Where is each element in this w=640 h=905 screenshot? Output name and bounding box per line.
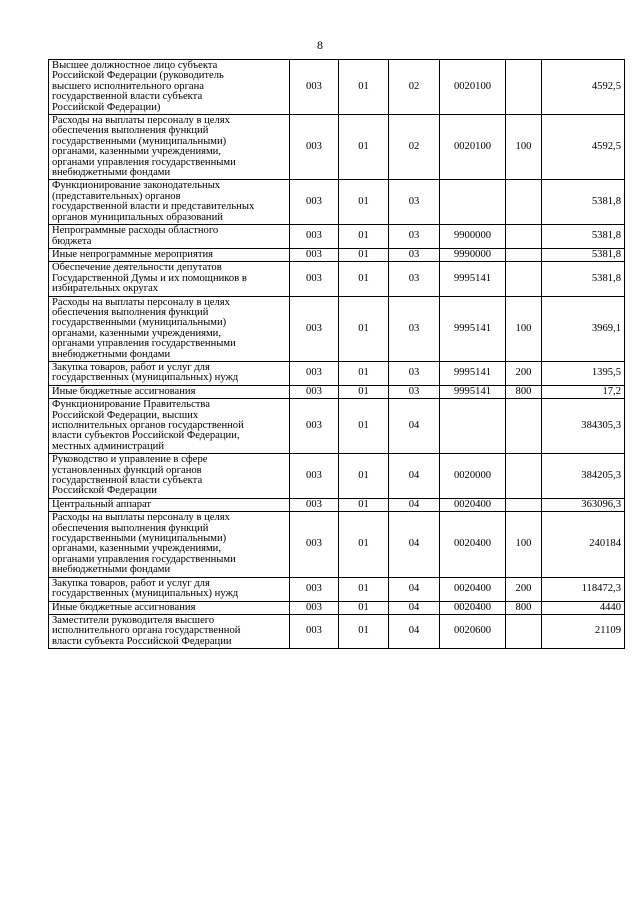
item-name-line: Российской Федерации: [52, 485, 157, 497]
item-name-line: Расходы на выплаты персоналу в целях: [52, 512, 230, 524]
item-name-line: государственных (муниципальных) нужд: [52, 588, 239, 600]
section-code-cell: 01: [339, 361, 389, 385]
subsection-code-cell: 02: [389, 115, 440, 180]
subsection-code-cell: 04: [389, 601, 440, 614]
section-code-cell: 01: [339, 577, 389, 601]
expense-type-cell: [506, 60, 542, 115]
table-row: [49, 248, 625, 261]
item-name-line: государственной власти и представительных: [52, 201, 255, 213]
item-name-cell: [49, 225, 290, 249]
section-code-cell: 01: [339, 115, 389, 180]
item-name-line: Российской Федерации (руководитель: [52, 70, 224, 82]
section-code-cell: 01: [339, 180, 389, 225]
ministry-code-cell: 003: [290, 512, 339, 577]
target-article-cell: 0020100: [440, 60, 506, 115]
expense-type-cell: 200: [506, 361, 542, 385]
amount-cell: 118472,3: [542, 577, 625, 601]
item-name-line: внебюджетными фондами: [52, 564, 171, 576]
target-article-cell: [440, 399, 506, 454]
ministry-code-cell: 003: [290, 296, 339, 361]
amount-cell: 5381,8: [542, 262, 625, 296]
item-name-line: обеспечения выполнения функций: [52, 306, 209, 318]
item-name-line: установленных функций органов: [52, 464, 202, 476]
item-name-line: Иные бюджетные ассигнования: [52, 385, 196, 397]
ministry-code-cell: 003: [290, 614, 339, 648]
target-article-cell: 9990000: [440, 248, 506, 261]
amount-cell: 5381,8: [542, 225, 625, 249]
amount-cell: 3969,1: [542, 296, 625, 361]
table-row: [49, 399, 625, 454]
target-article-cell: 9995141: [440, 296, 506, 361]
item-name-cell: [49, 614, 290, 648]
item-name-line: внебюджетными фондами: [52, 348, 171, 360]
section-code-cell: 01: [339, 399, 389, 454]
budget-table: [48, 59, 625, 649]
amount-cell: 5381,8: [542, 180, 625, 225]
expense-type-cell: 100: [506, 115, 542, 180]
table-row: [49, 60, 625, 115]
ministry-code-cell: 003: [290, 115, 339, 180]
amount-cell: 1395,5: [542, 361, 625, 385]
item-name-line: внебюджетными фондами: [52, 167, 171, 179]
amount-cell: 240184: [542, 512, 625, 577]
table-row: [49, 385, 625, 398]
item-name-line: органами, казенными учреждениями,: [52, 543, 222, 555]
ministry-code-cell: 003: [290, 180, 339, 225]
subsection-code-cell: 03: [389, 180, 440, 225]
item-name-line: Функционирование Правительства: [52, 399, 210, 411]
subsection-code-cell: 04: [389, 577, 440, 601]
item-name-line: Центральный аппарат: [52, 498, 152, 510]
item-name-line: органами управления государственными: [52, 553, 236, 565]
target-article-cell: 9995141: [440, 361, 506, 385]
ministry-code-cell: 003: [290, 248, 339, 261]
item-name-line: государственной власти субъекта: [52, 91, 203, 103]
item-name-line: исполнительного органа государственной: [52, 625, 241, 637]
table-row: [49, 512, 625, 577]
item-name-cell: [49, 248, 290, 261]
table-row: [49, 296, 625, 361]
table-row: [49, 180, 625, 225]
subsection-code-cell: 02: [389, 60, 440, 115]
item-name-cell: [49, 115, 290, 180]
subsection-code-cell: 03: [389, 262, 440, 296]
item-name-line: Функционирование законодательных: [52, 180, 221, 192]
section-code-cell: 01: [339, 601, 389, 614]
section-code-cell: 01: [339, 60, 389, 115]
item-name-cell: [49, 361, 290, 385]
expense-type-cell: [506, 248, 542, 261]
item-name-line: Иные непрограммные мероприятия: [52, 248, 213, 260]
section-code-cell: 01: [339, 498, 389, 511]
expense-type-cell: 800: [506, 385, 542, 398]
target-article-cell: 9995141: [440, 385, 506, 398]
amount-cell: 384205,3: [542, 454, 625, 499]
table-row: [49, 601, 625, 614]
subsection-code-cell: 03: [389, 225, 440, 249]
item-name-line: Расходы на выплаты персоналу в целях: [52, 115, 230, 127]
item-name-line: органами управления государственными: [52, 338, 236, 350]
item-name-cell: [49, 512, 290, 577]
table-row: [49, 498, 625, 511]
item-name-cell: [49, 385, 290, 398]
amount-cell: 4592,5: [542, 60, 625, 115]
item-name-line: Российской Федерации): [52, 101, 161, 113]
subsection-code-cell: 04: [389, 498, 440, 511]
section-code-cell: 01: [339, 385, 389, 398]
item-name-line: бюджета: [52, 235, 92, 247]
ministry-code-cell: 003: [290, 60, 339, 115]
table-row: [49, 361, 625, 385]
item-name-cell: [49, 262, 290, 296]
ministry-code-cell: 003: [290, 577, 339, 601]
item-name-line: высшего исполнительного органа: [52, 80, 204, 92]
target-article-cell: 0020400: [440, 577, 506, 601]
amount-cell: 363096,3: [542, 498, 625, 511]
item-name-line: Государственной Думы и их помощников в: [52, 272, 247, 284]
section-code-cell: 01: [339, 512, 389, 577]
section-code-cell: 01: [339, 248, 389, 261]
amount-cell: 21109: [542, 614, 625, 648]
target-article-cell: 0020400: [440, 498, 506, 511]
subsection-code-cell: 03: [389, 296, 440, 361]
expense-type-cell: [506, 399, 542, 454]
item-name-cell: [49, 498, 290, 511]
item-name-line: Закупка товаров, работ и услуг для: [52, 577, 210, 589]
item-name-cell: [49, 577, 290, 601]
item-name-line: местных администраций: [52, 440, 165, 452]
section-code-cell: 01: [339, 614, 389, 648]
ministry-code-cell: 003: [290, 225, 339, 249]
item-name-line: Высшее должностное лицо субъекта: [52, 60, 218, 71]
subsection-code-cell: 03: [389, 385, 440, 398]
table-row: [49, 225, 625, 249]
table-row: [49, 577, 625, 601]
item-name-line: Закупка товаров, работ и услуг для: [52, 361, 210, 373]
target-article-cell: 9995141: [440, 262, 506, 296]
item-name-cell: [49, 454, 290, 499]
ministry-code-cell: 003: [290, 399, 339, 454]
expense-type-cell: [506, 614, 542, 648]
target-article-cell: 9900000: [440, 225, 506, 249]
subsection-code-cell: 04: [389, 512, 440, 577]
ministry-code-cell: 003: [290, 498, 339, 511]
item-name-line: Непрограммные расходы областного: [52, 225, 219, 237]
amount-cell: 5381,8: [542, 248, 625, 261]
item-name-line: органов муниципальных образований: [52, 211, 223, 223]
subsection-code-cell: 03: [389, 248, 440, 261]
expense-type-cell: 100: [506, 512, 542, 577]
expense-type-cell: 100: [506, 296, 542, 361]
ministry-code-cell: 003: [290, 454, 339, 499]
table-row: [49, 115, 625, 180]
item-name-line: обеспечения выполнения функций: [52, 522, 209, 534]
item-name-cell: [49, 180, 290, 225]
item-name-line: государственной власти субъекта: [52, 475, 203, 487]
expense-type-cell: [506, 454, 542, 499]
item-name-cell: [49, 399, 290, 454]
budget-table-body: [49, 60, 625, 649]
expense-type-cell: [506, 225, 542, 249]
target-article-cell: [440, 180, 506, 225]
ministry-code-cell: 003: [290, 601, 339, 614]
amount-cell: 4592,5: [542, 115, 625, 180]
item-name-line: органами, казенными учреждениями,: [52, 327, 222, 339]
item-name-line: Заместители руководителя высшего: [52, 614, 215, 626]
item-name-line: Расходы на выплаты персоналу в целях: [52, 296, 230, 308]
ministry-code-cell: 003: [290, 262, 339, 296]
item-name-line: Руководство и управление в сфере: [52, 454, 208, 466]
item-name-line: органами, казенными учреждениями,: [52, 146, 222, 158]
section-code-cell: 01: [339, 262, 389, 296]
target-article-cell: 0020400: [440, 601, 506, 614]
table-row: [49, 262, 625, 296]
item-name-line: государственными (муниципальными): [52, 135, 227, 147]
item-name-line: исполнительных органов государственной: [52, 420, 244, 431]
subsection-code-cell: 03: [389, 361, 440, 385]
section-code-cell: 01: [339, 225, 389, 249]
item-name-line: власти субъекта Российской Федерации: [52, 635, 232, 647]
item-name-line: Обеспечение деятельности депутатов: [52, 262, 222, 274]
item-name-line: государственными (муниципальными): [52, 533, 227, 545]
expense-type-cell: [506, 498, 542, 511]
expense-type-cell: [506, 180, 542, 225]
item-name-cell: [49, 60, 290, 115]
item-name-line: Иные бюджетные ассигнования: [52, 601, 196, 613]
ministry-code-cell: 003: [290, 385, 339, 398]
subsection-code-cell: 04: [389, 454, 440, 499]
item-name-line: власти субъектов Российской Федерации,: [52, 430, 240, 442]
item-name-cell: [49, 296, 290, 361]
section-code-cell: 01: [339, 296, 389, 361]
item-name-line: избирательных округах: [52, 283, 159, 295]
expense-type-cell: 200: [506, 577, 542, 601]
ministry-code-cell: 003: [290, 361, 339, 385]
page-number: 8: [317, 38, 323, 52]
subsection-code-cell: 04: [389, 399, 440, 454]
table-row: [49, 614, 625, 648]
item-name-line: Российской Федерации, высших: [52, 409, 199, 421]
expense-type-cell: 800: [506, 601, 542, 614]
item-name-line: органами управления государственными: [52, 156, 236, 168]
amount-cell: 17,2: [542, 385, 625, 398]
item-name-cell: [49, 601, 290, 614]
amount-cell: 384305,3: [542, 399, 625, 454]
item-name-line: обеспечения выполнения функций: [52, 125, 209, 137]
section-code-cell: 01: [339, 454, 389, 499]
target-article-cell: 0020400: [440, 512, 506, 577]
item-name-line: (представительных) органов: [52, 190, 181, 202]
table-row: [49, 454, 625, 499]
expense-type-cell: [506, 262, 542, 296]
target-article-cell: 0020600: [440, 614, 506, 648]
target-article-cell: 0020000: [440, 454, 506, 499]
subsection-code-cell: 04: [389, 614, 440, 648]
amount-cell: 4440: [542, 601, 625, 614]
item-name-line: государственными (муниципальными): [52, 317, 227, 329]
item-name-line: государственных (муниципальных) нужд: [52, 372, 239, 384]
target-article-cell: 0020100: [440, 115, 506, 180]
